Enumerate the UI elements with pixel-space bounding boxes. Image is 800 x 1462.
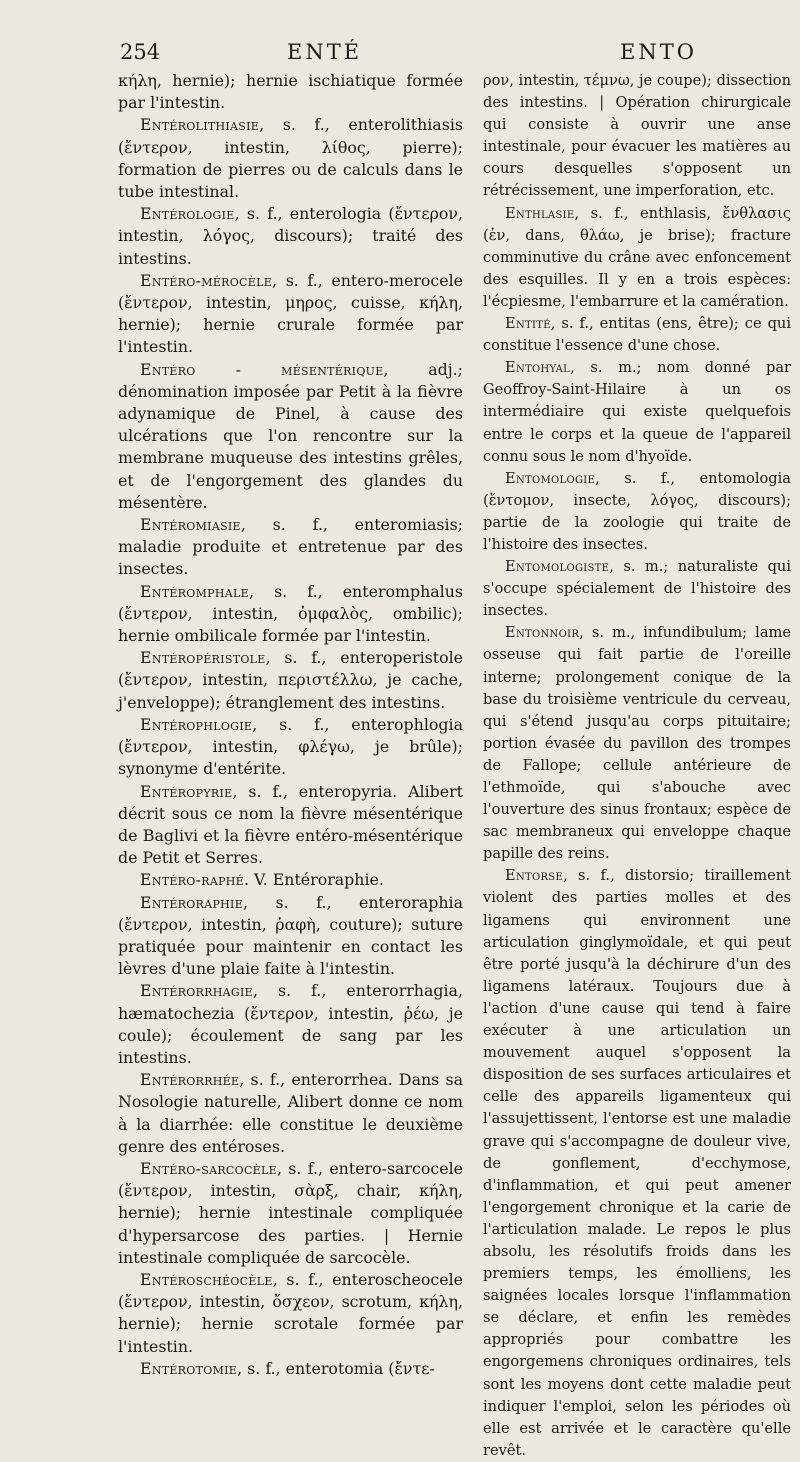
left-column [118, 70, 463, 1380]
left-running-head: ENTÉ [287, 40, 363, 64]
entry-headword: Entérorrhagie [140, 981, 253, 1001]
entry-headword: Entéroraphie [140, 892, 244, 912]
dictionary-entry [118, 647, 463, 714]
entry-headword: Entéro-raphé [140, 870, 245, 890]
entry-headword: Entérorrhée [140, 1070, 240, 1090]
entry-headword: Entérolithiasie [140, 115, 260, 135]
entry-text: , s. f., enthlasis, ἔνθλασις (ἐν, dans, θλάω, je brise); fracture comminutive du crâne avec enfoncement des esquilles. Il y en a trois espèces: l'écpiesme, l'embarrure et la camération. [483, 204, 791, 310]
entry-headword: Entérotomie [140, 1358, 238, 1378]
entry-text: , s. f., enteroperistole (ἔντερον, intestin, περιστέλλω, je cache, j'enveloppe); étranglement des intestins. [118, 648, 463, 712]
entry-text: , s. f., enteromphalus (ἔντερον, intestin, ὀμφαλὸς, ombilic); hernie ombilicale formée par l'intestin. [118, 581, 463, 646]
entry-text: , s. f., entero-sarcocele (ἔντερον, intestin, σὰρξ, chair, κήλη, hernie); hernie intestinale compliquée d'hypersarcose des parties. | Hernie intestinale compliquée de sarcocèle. [118, 1158, 463, 1267]
entry-text: ρον, intestin, τέμνω, je coupe); dissection des intestins. | Opération chirurgicale qui consiste à ouvrir une anse intestinale, pour évacuer les matières au cours desquelles s'opposent un rétrécissement, une imperforation, etc. [483, 72, 791, 200]
entry-headword: Entéromiasie [140, 515, 241, 535]
entry-text: , s. m.; naturaliste qui s'occupe spécialement de l'histoire des insectes. [483, 558, 791, 620]
entry-headword: Entonnoir [505, 624, 580, 642]
entry-text: , s. f., entomologia (ἔντομον, insecte, λόγος, discours); partie de la zoologie qui traite de l'histoire des insectes. [483, 469, 791, 553]
entry-headword: Entomologie [505, 469, 596, 487]
entry-text: , s. f., enteropyria. Alibert décrit sous ce nom la fièvre mésentérique de Baglivi et la fièvre entéro-mésentérique de Petit et Serres. [118, 781, 463, 868]
dictionary-entry [483, 556, 791, 622]
right-running-head: ENTO [620, 40, 697, 64]
entry-headword: Entéropyrie [140, 781, 233, 801]
dictionary-entry [483, 468, 791, 556]
entry-headword: Entéro - mésentérique [140, 359, 384, 379]
entry-text: , s. f., enteroscheocele (ἔντερον, intestin, ὄσχεον, scrotum, κήλη, hernie); hernie scrotale formée par l'intestin. [118, 1269, 463, 1356]
entry-headword: Enthlasie [505, 204, 575, 222]
entry-text: , s. f., enterorrhagia, hæmatochezia (ἔντερον, intestin, ῥέω, je coule); écoulement de sang par les intestins. [118, 981, 463, 1067]
dictionary-entry [118, 114, 463, 203]
dictionary-entry [483, 865, 791, 1462]
entry-headword: Entéromphale [140, 581, 249, 601]
dictionary-entry [483, 313, 791, 357]
dictionary-entry [118, 70, 463, 114]
entry-headword: Entomologiste [505, 558, 610, 576]
page-number: 254 [120, 40, 161, 64]
entry-text: κήλη, hernie); hernie ischiatique formée par l'intestin. [118, 71, 463, 113]
running-header [0, 40, 800, 70]
dictionary-entry [118, 714, 463, 781]
dictionary-entry [483, 622, 791, 865]
entry-text: , s. f., enterologia (ἔντερον, intestin, λόγος, discours); traité des intestins. [118, 204, 463, 268]
dictionary-entry [483, 70, 791, 203]
entry-text: , s. m., infundibulum; lame osseuse qui fait partie de l'oreille interne; prolongement conique de la base du troisième ventricule du cerveau, qui s'étend jusqu'au corps pituitaire; portion évasée du pavillon des trompes de Fallope; cellule antérieure de l'ethmoïde, qui s'abouche avec l'ouverture des sinus frontaux; espèce de sac membraneux qui enveloppe chaque papille des reins. [483, 624, 791, 863]
dictionary-entry [118, 980, 463, 1069]
dictionary-entry [118, 359, 463, 514]
entry-text: , s. f., enterotomia (ἔντε- [237, 1358, 435, 1378]
dictionary-entry [483, 203, 791, 313]
dictionary-entry [118, 1269, 463, 1358]
entry-text: , s. f., enterorrhea. Dans sa Nosologie naturelle, Alibert donne ce nom à la diarrhée: elle constitue le deuxième genre des entéroses. [118, 1070, 463, 1156]
dictionary-entry [118, 1358, 463, 1380]
entry-headword: Entité [505, 315, 551, 333]
dictionary-entry [118, 1158, 463, 1269]
entry-headword: Entérophlogie [140, 714, 253, 734]
dictionary-entry [118, 869, 463, 891]
entry-headword: Entohyal [505, 359, 571, 377]
dictionary-entry [118, 892, 463, 981]
entry-headword: Entorse [505, 867, 564, 885]
entry-text: , s. m.; nom donné par Geoffroy-Saint-Hilaire à un os intermédiaire qui existe quelquefois entre le corps et la queue de l'appareil connu sous le nom d'hyoïde. [483, 359, 791, 465]
entry-headword: Entéroschéocèle [140, 1269, 273, 1289]
dictionary-entry [118, 781, 463, 870]
entry-headword: Entéropéristole [140, 648, 266, 668]
dictionary-entry [118, 1069, 463, 1158]
dictionary-entry [118, 270, 463, 359]
right-column [483, 70, 791, 1462]
entry-text: , adj.; dénomination imposée par Petit à la fièvre adynamique de Pinel, à cause des ulcérations que l'on rencontre sur la membrane muqueuse des intestins grêles, et de l'engorgement des glandes du mésentère. [118, 359, 463, 512]
dictionary-entry [483, 357, 791, 467]
entry-text: , s. f., enteroraphia (ἔντερον, intestin, ῥαφὴ, couture); suture pratiquée pour maintenir en contact les lèvres d'une plaie faite à l'intestin. [118, 892, 463, 979]
dictionary-entry [118, 514, 463, 581]
entry-text: , s. f., entitas (ens, être); ce qui constitue l'essence d'une chose. [483, 315, 791, 355]
dictionary-entry [118, 581, 463, 648]
entry-text: , s. f., enteromiasis; maladie produite et entretenue par des insectes. [118, 515, 463, 579]
entry-text: , s. f., enterolithiasis (ἔντερον, intestin, λίθος, pierre); formation de pierres ou de calculs dans le tube intestinal. [118, 115, 463, 202]
dictionary-entry [118, 203, 463, 270]
entry-text: , s. f., entero-merocele (ἔντερον, intestin, μηρος, cuisse, κήλη, hernie); hernie crurale formée par l'intestin. [118, 270, 463, 357]
entry-text: , s. f., distorsio; tiraillement violent des parties molles et des ligamens qui environnent une articulation ginglymoïdale, et qui peut être porté jusqu'à la déchirure d'un des ligamens latéraux. Toujours due à l'action d'une cause qui tend à faire exécuter à une articulation un mouvement auquel s'opposent la disposition de ses surfaces articulaires et celle des appareils ligamenteux qui l'assujettissent, l'entorse est une maladie grave qui s'accompagne de douleur vive, de gonflement, d'ecchymose, d'inflammation, et qui peut amener l'engorgement chronique et la carie de l'articulation malade. Le repos le plus absolu, les résolutifs froids dans les premiers temps, les émolliens, les saignées locales lorsque l'inflammation se déclare, et enfin les remèdes appropriés pour combattre les engorgemens chroniques ordinaires, tels sont les moyens dont cette maladie peut indiquer l'emploi, selon les périodes où elle est arrivée et le caractère qu'elle revêt. [483, 867, 791, 1459]
entry-text: . V. Entéroraphie. [244, 870, 384, 890]
entry-headword: Entérologie [140, 204, 235, 224]
entry-headword: Entéro-mérocèle [140, 270, 273, 290]
entry-headword: Entéro-sarcocèle [140, 1158, 277, 1178]
entry-text: , s. f., enterophlogia (ἔντερον, intestin, φλέγω, je brûle); synonyme d'entérite. [118, 714, 463, 779]
